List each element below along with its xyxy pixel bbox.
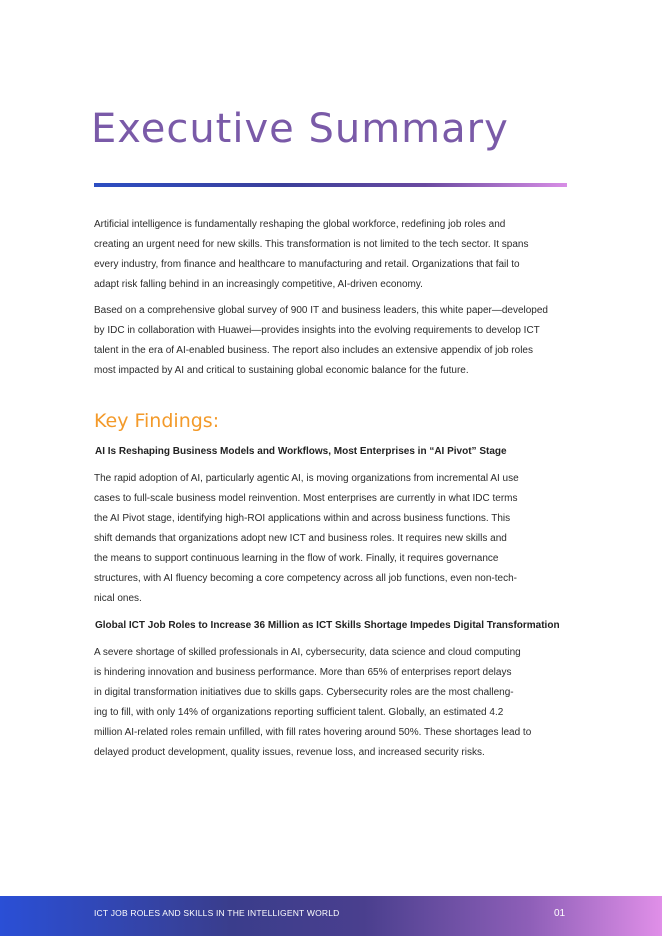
text-line: talent in the era of AI-enabled business. The report also includes an extensive appendix of job roles bbox=[94, 345, 533, 356]
text-line: by IDC in collaboration with Huawei—provides insights into the evolving requirements to develop ICT bbox=[94, 325, 540, 336]
intro-paragraph-1 bbox=[94, 215, 572, 295]
text-line: in digital transformation initiatives due to skills gaps. Cybersecurity roles are the most challeng- bbox=[94, 687, 514, 698]
footer-label: ICT JOB ROLES AND SKILLS IN THE INTELLIGENT WORLD bbox=[94, 908, 340, 918]
finding-1-paragraph bbox=[94, 469, 572, 609]
intro-paragraph-2 bbox=[94, 301, 572, 381]
text-line: cases to full-scale business model reinvention. Most enterprises are currently in what IDC terms bbox=[94, 493, 518, 504]
finding-1-subheading: AI Is Reshaping Business Models and Workflows, Most Enterprises in “AI Pivot” Stage bbox=[95, 446, 507, 457]
page-title: Executive Summary bbox=[91, 106, 509, 152]
finding-2-subheading: Global ICT Job Roles to Increase 36 Million as ICT Skills Shortage Impedes Digital Transformation bbox=[95, 620, 560, 631]
page-number: 01 bbox=[554, 908, 566, 919]
text-line: delayed product development, quality issues, revenue loss, and increased security risks. bbox=[94, 747, 485, 758]
text-line: Based on a comprehensive global survey of 900 IT and business leaders, this white paper—developed bbox=[94, 305, 548, 316]
text-line: shift demands that organizations adopt new ICT and business roles. It requires new skills and bbox=[94, 533, 507, 544]
text-line: Artificial intelligence is fundamentally reshaping the global workforce, redefining job roles and bbox=[94, 219, 506, 230]
text-line: the means to support continuous learning in the flow of work. Finally, it requires governance bbox=[94, 553, 499, 564]
text-line: the AI Pivot stage, identifying high-ROI applications within and across business functions. This bbox=[94, 513, 511, 524]
text-line: A severe shortage of skilled professionals in AI, cybersecurity, data science and cloud computing bbox=[94, 647, 521, 658]
key-findings-heading: Key Findings: bbox=[94, 410, 220, 432]
page-footer bbox=[0, 896, 662, 936]
finding-2-paragraph bbox=[94, 643, 572, 763]
text-line: structures, with AI fluency becoming a core competency across all job functions, even non-tech- bbox=[94, 573, 517, 584]
text-line: every industry, from finance and healthcare to manufacturing and retail. Organizations that fail to bbox=[94, 259, 520, 270]
text-line: most impacted by AI and critical to sustaining global economic balance for the future. bbox=[94, 365, 469, 376]
text-line: nical ones. bbox=[94, 593, 142, 604]
title-divider bbox=[94, 183, 567, 187]
text-line: adapt risk falling behind in an increasingly competitive, AI-driven economy. bbox=[94, 279, 423, 290]
text-line: million AI-related roles remain unfilled, with fill rates hovering around 50%. These shortages lead to bbox=[94, 727, 532, 738]
text-line: is hindering innovation and business performance. More than 65% of enterprises report delays bbox=[94, 667, 512, 678]
text-line: The rapid adoption of AI, particularly agentic AI, is moving organizations from incremental AI use bbox=[94, 473, 519, 484]
text-line: ing to fill, with only 14% of organizations reporting sufficient talent. Globally, an estimated 4.2 bbox=[94, 707, 504, 718]
text-line: creating an urgent need for new skills. This transformation is not limited to the tech sector. It spans bbox=[94, 239, 529, 250]
